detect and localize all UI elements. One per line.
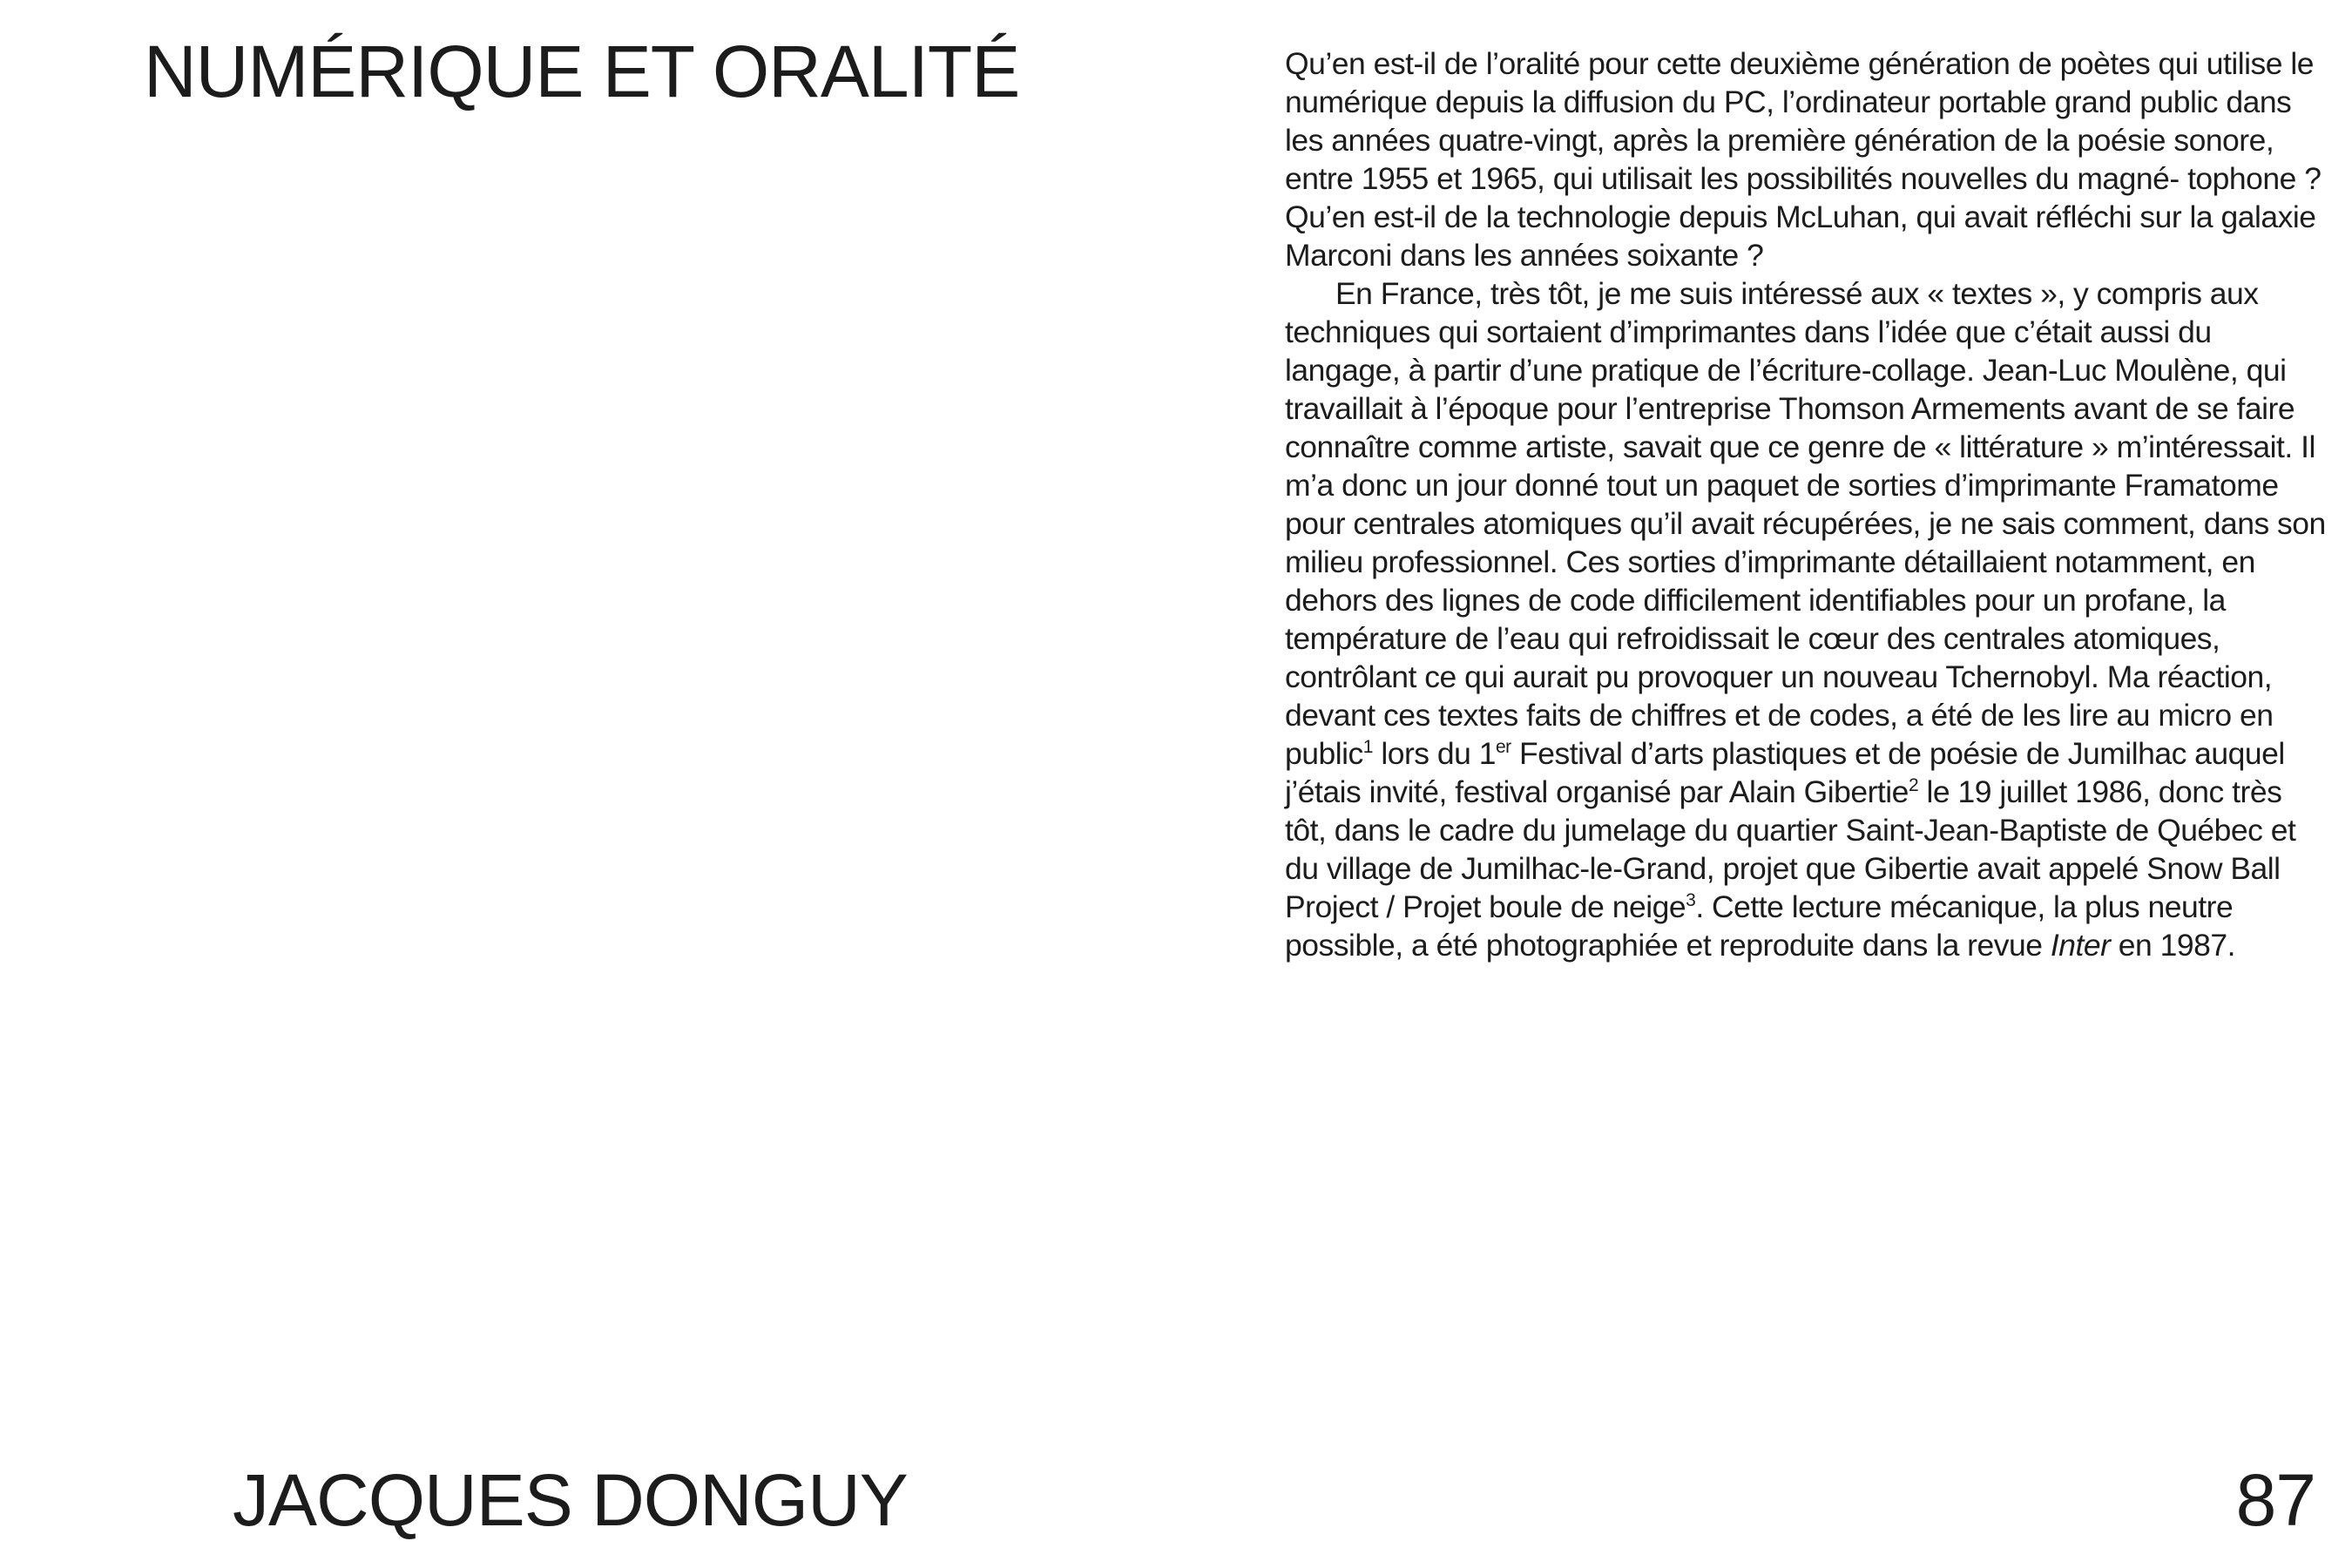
- footer-author: JACQUES DONGUY: [233, 1459, 908, 1541]
- paragraph-1: Qu’en est-il de l’oralité pour cette deuxième génération de poètes qui utilise le numérique depuis la diffusion du PC, l’ordinateur portable grand public dans les années quatre-vingt, après la première génération de la poésie sonore, entre 1955 et 1965, qui utilisait les possibilités nouvelles du magné- tophone ? Qu’en est-il de la technologie depuis McLuhan, qui avait réfléchi sur la galaxie Marconi dans les années soixante ?: [1285, 46, 2322, 273]
- footnote-ref-3: 3: [1686, 890, 1696, 910]
- paragraph-2-text-f: en 1987.: [2110, 928, 2235, 963]
- paragraph-2: [1285, 274, 2330, 964]
- footnote-ref-1: 1: [1362, 737, 1373, 757]
- body-text: [1285, 44, 2330, 964]
- journal-title: Inter: [2050, 928, 2111, 963]
- ordinal-suffix: er: [1495, 737, 1511, 757]
- paragraph-2-text-e: . Cette lecture mécanique, la plus neutre possible, a été photographiée et reproduite dans la revue: [1285, 889, 2234, 963]
- paragraph-2-text-c: Festival d’arts plastiques et de poésie de Jumilhac auquel j’étais invité, festival organisé par Alain Gibertie: [1285, 736, 2285, 809]
- paragraph-2-text-a: En France, très tôt, je me suis intéressé aux « textes », y compris aux techniques qui sortaient d’imprimantes dans l’idée que c’était aussi du langage, à partir d’une pratique de l’écriture-collage. Jean-Luc Moulène, qui travaillait à l’époque pour l’entreprise Thomson Armements avant de se faire connaître comme artiste, savait que ce genre de « littérature » m’intéressait. Il m’a donc un jour donné tout un paquet de sorties d’imprimante Framatome pour centrales atomiques qu’il avait récupérées, je ne sais comment, dans son milieu professionnel. Ces sorties d’imprimante détaillaient notamment, en dehors des lignes de code difficilement identifiables pour un profane, la température de l’eau qui refroidissait le cœur des centrales atomiques, contrôlant ce qui aurait pu provoquer un nouveau Tchernobyl. Ma réaction, devant ces textes faits de chiffres et de codes, a été de les lire au micro en public: [1285, 276, 2326, 771]
- paragraph-2-text-d: le 19 juillet 1986, donc très tôt, dans le cadre du jumelage du quartier Saint-Jean-Baptiste de Québec et du village de Jumilhac-le-Grand, projet que Gibertie avait appelé Snow Ball Project / Projet boule de neige: [1285, 774, 2296, 924]
- chapter-title: NUMÉRIQUE ET ORALITÉ: [144, 30, 1020, 112]
- paragraph-2-text-b: lors du 1: [1372, 736, 1496, 771]
- page-number: 87: [2235, 1459, 2315, 1541]
- footnote-ref-2: 2: [1908, 775, 1919, 795]
